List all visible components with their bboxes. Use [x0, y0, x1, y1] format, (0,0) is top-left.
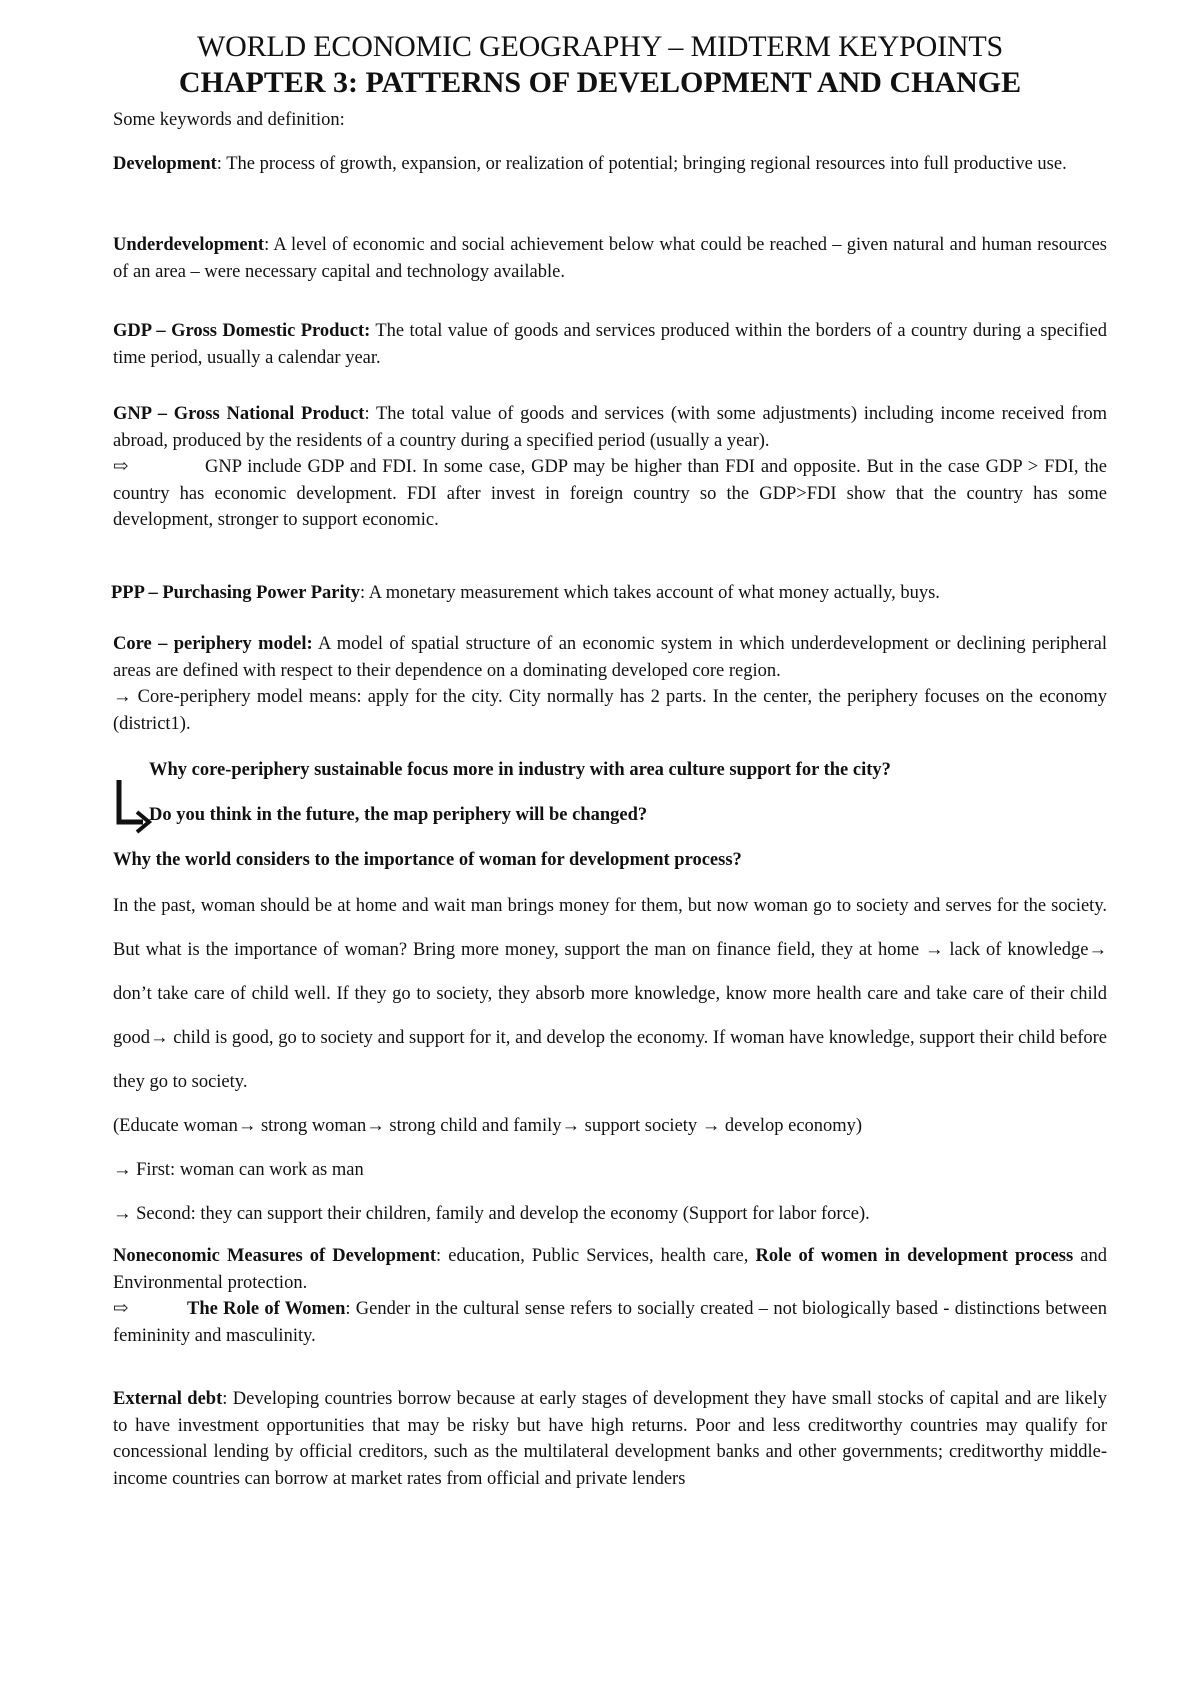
definition-underdevelopment: [113, 232, 1107, 285]
intro-text: Some keywords and definition:: [113, 110, 345, 130]
term-underdevelopment: Underdevelopment: [113, 235, 265, 255]
definition-external-debt: [113, 1386, 1107, 1492]
document-title: WORLD ECONOMIC GEOGRAPHY – MIDTERM KEYPOINTS: [197, 30, 1003, 63]
definition-underdevelopment-text: : A level of economic and social achievement below what could be reached – given natural and human resources of an area – were necessary capital and technology available.: [113, 235, 1107, 282]
definition-development: [113, 151, 1107, 178]
definition-development-text: : The process of growth, expansion, or realization of potential; bringing regional resources into full productive use.: [216, 154, 1067, 174]
bent-arrow-icon: [113, 778, 153, 840]
intro-line: [113, 107, 1107, 134]
external-debt-text: : Developing countries borrow because at early stages of development they have small stocks of capital and are likely to have investment opportunities that may be risky but have high returns. Poor and less creditworthy countries may qualify for concessional lending by official creditors, such as the multilateral development banks and other governments; creditworthy middle-income countries can borrow at market rates from official and private lenders: [113, 1389, 1107, 1489]
definition-gdp-text: The total value of goods and services produced within the borders of a country during a specified time period, usually a calendar year.: [113, 321, 1107, 368]
term-core-periphery: Core – periphery model:: [113, 634, 313, 654]
definition-core-periphery-text: A model of spatial structure of an economic system in which underdevelopment or declining peripheral areas are defined with respect to their dependence on a dominating developed core region.: [113, 634, 1107, 681]
question-1: Why core-periphery sustainable focus more in industry with area culture support for the city?: [149, 760, 891, 780]
definition-core-periphery: [113, 631, 1107, 737]
core-periphery-note: → Core-periphery model means: apply for the city. City normally has 2 parts. In the center, the periphery focuses on the economy (district1).: [113, 687, 1107, 734]
definition-gnp-text: : The total value of goods and services (with some adjustments) including income received from abroad, produced by the residents of a country during a specified period (usually a year).: [113, 404, 1107, 451]
term-ppp: PPP – Purchasing Power Parity: [111, 583, 361, 603]
definition-ppp: [111, 580, 1105, 607]
term-development: Development: [113, 154, 217, 174]
question-3: Why the world considers to the importance of woman for development process?: [113, 850, 742, 870]
term-gnp: GNP – Gross National Product: [113, 404, 365, 424]
chapter-title: CHAPTER 3: PATTERNS OF DEVELOPMENT AND CHANGE: [178, 66, 1022, 99]
term-external-debt: External debt: [113, 1389, 223, 1409]
term-noneconomic: Noneconomic Measures of Development: [113, 1246, 437, 1266]
term-gdp: GDP – Gross Domestic Product:: [113, 321, 371, 341]
woman-chain-text: (Educate woman→ strong woman→ strong child and family→ support society → develop economy): [113, 1116, 863, 1136]
woman-paragraph: [113, 884, 1107, 1236]
right-arrow-icon: ⇨: [113, 457, 129, 477]
definition-noneconomic: [113, 1243, 1107, 1349]
definition-gnp: [113, 401, 1107, 534]
gnp-note-text: GNP include GDP and FDI. In some case, GDP may be higher than FDI and opposite. But in the case GDP > FDI, the country has economic development. FDI after invest in foreign country so the GDP>FDI show that the country has some development, stronger to support economic.: [113, 457, 1107, 530]
term-role-of-women: The Role of Women: [187, 1299, 346, 1319]
woman-paragraph-text: In the past, woman should be at home and wait man brings money for them, but now woman go to society and serves for the society. But what is the importance of woman? Bring more money, support the man on finance field, they at home → lack of knowledge→ don’t take care of child well. If they go to society, they absorb more knowledge, know more health care and take care of their child good→ child is good, go to society and support for it, and develop the economy. If woman have knowledge, support their child before they go to society.: [113, 896, 1107, 1092]
definition-ppp-text: : A monetary measurement which takes account of what money actually, buys.: [360, 583, 940, 603]
term-role-of-women-process: Role of women in development process: [755, 1246, 1074, 1266]
second-point-text: → Second: they can support their children, family and develop the economy (Support for labor force).: [113, 1204, 870, 1224]
noneconomic-text-a: : education, Public Services, health care,: [436, 1246, 756, 1266]
definition-gdp: [113, 318, 1107, 371]
noneconomic-text-b: and Environmental protection.: [113, 1246, 1107, 1293]
question-2: Do you think in the future, the map periphery will be changed?: [149, 805, 648, 825]
first-point-text: → First: woman can work as man: [113, 1160, 364, 1180]
role-of-women-text: : Gender in the cultural sense refers to socially created – not biologically based - distinctions between femininity and masculinity.: [113, 1299, 1107, 1346]
right-arrow-icon: ⇨: [113, 1299, 129, 1319]
